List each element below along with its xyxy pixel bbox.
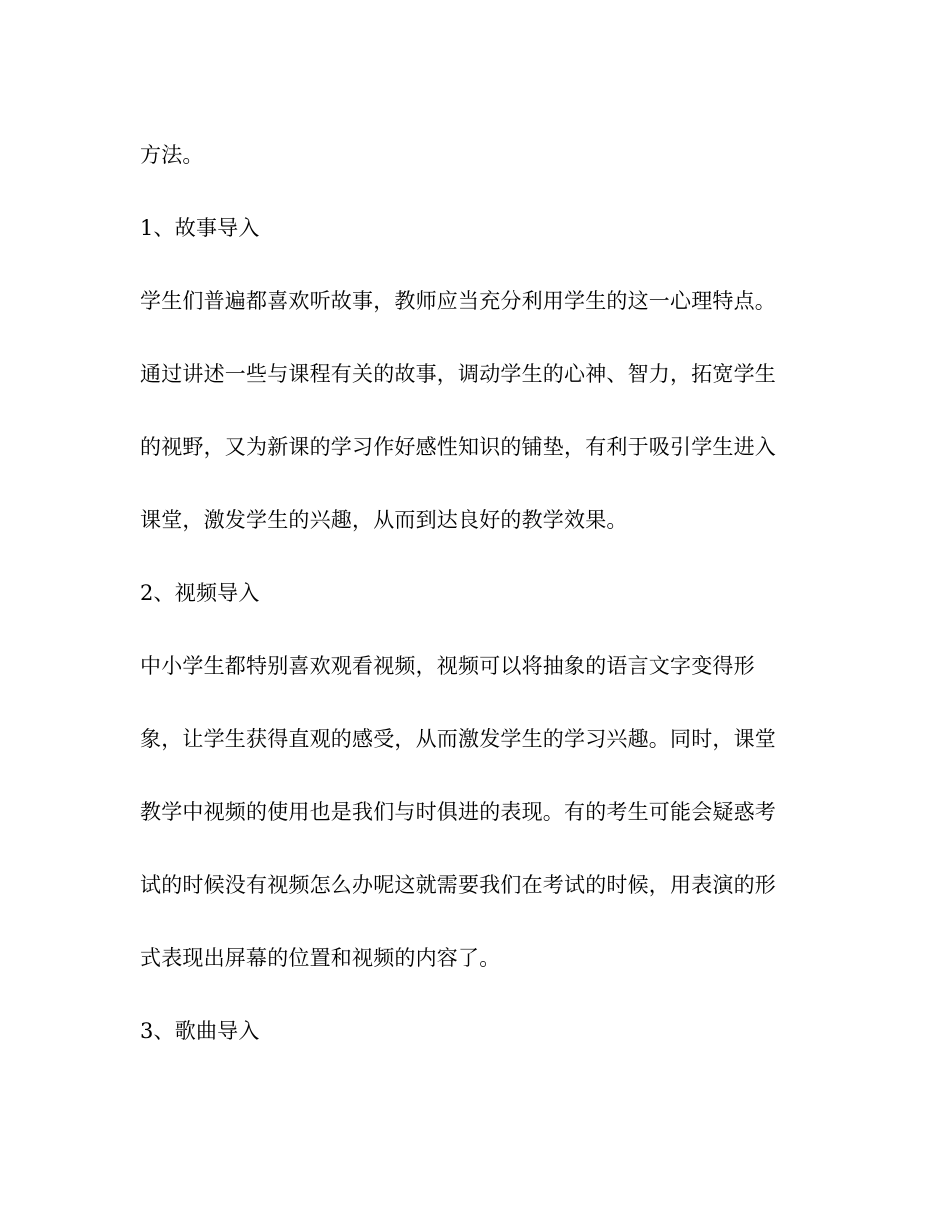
body-text-line: 中小学生都特别喜欢观看视频，视频可以将抽象的语言文字变得形 (140, 654, 755, 678)
body-text-line: 式表现出屏幕的位置和视频的内容了。 (140, 946, 501, 970)
section-heading-story-intro: 1、故事导入 (140, 216, 260, 240)
body-text-line: 通过讲述一些与课程有关的故事，调动学生的心神、智力，拓宽学生 (140, 362, 776, 386)
body-text-line: 课堂，激发学生的兴趣，从而到达良好的教学效果。 (140, 508, 628, 532)
paragraph-continuation: 方法。 (140, 143, 204, 167)
body-text-line: 试的时候没有视频怎么办呢这就需要我们在考试的时候，用表演的形 (140, 873, 776, 897)
section-heading-song-intro: 3、歌曲导入 (140, 1019, 260, 1043)
body-text-line: 学生们普遍都喜欢听故事，教师应当充分利用学生的这一心理特点。 (140, 289, 776, 313)
body-text-line: 象，让学生获得直观的感受，从而激发学生的学习兴趣。同时，课堂 (140, 727, 776, 751)
body-text-line: 教学中视频的使用也是我们与时俱进的表现。有的考生可能会疑惑考 (140, 800, 776, 824)
body-text-line: 的视野，又为新课的学习作好感性知识的铺垫，有利于吸引学生进入 (140, 435, 776, 459)
section-heading-video-intro: 2、视频导入 (140, 581, 260, 605)
